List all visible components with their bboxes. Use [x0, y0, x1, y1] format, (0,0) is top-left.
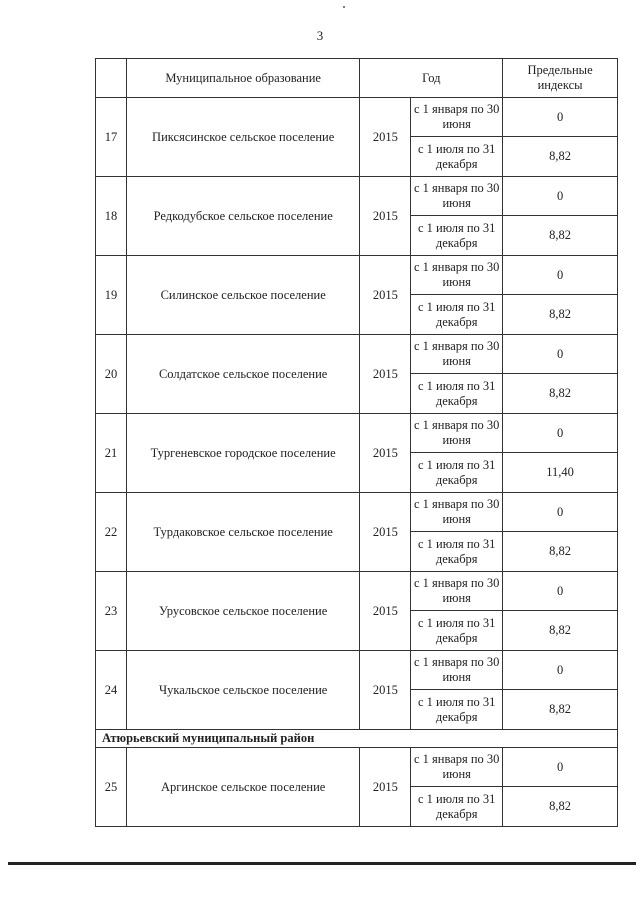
- period-cell: с 1 января по 30 июня: [411, 256, 503, 295]
- index-value: 0: [503, 98, 618, 137]
- period-cell: с 1 января по 30 июня: [411, 98, 503, 137]
- row-number: 21: [96, 414, 127, 493]
- table-row: [96, 493, 618, 532]
- row-number: 24: [96, 651, 127, 730]
- header-limit-index: Предельные индексы: [503, 59, 618, 98]
- municipality-name: Тургеневское городское поселение: [126, 414, 359, 493]
- index-value: 0: [503, 414, 618, 453]
- municipality-name: Силинское сельское поселение: [126, 256, 359, 335]
- index-value: 8,82: [503, 787, 618, 827]
- period-cell: с 1 июля по 31 декабря: [411, 453, 503, 493]
- table-header-row: [96, 59, 618, 98]
- row-number: 19: [96, 256, 127, 335]
- table-row: [96, 335, 618, 374]
- period-cell: с 1 июля по 31 декабря: [411, 216, 503, 256]
- year-cell: 2015: [360, 748, 411, 827]
- municipality-name: Урусовское сельское поселение: [126, 572, 359, 651]
- row-number: 17: [96, 98, 127, 177]
- table-row: [96, 651, 618, 690]
- municipality-name: Пиксясинское сельское поселение: [126, 98, 359, 177]
- index-value: 8,82: [503, 295, 618, 335]
- municipality-name: Аргинское сельское поселение: [126, 748, 359, 827]
- header-municipality: Муниципальное образование: [126, 59, 359, 98]
- period-cell: с 1 июля по 31 декабря: [411, 532, 503, 572]
- row-number: 22: [96, 493, 127, 572]
- table-row: [96, 98, 618, 137]
- header-year: Год: [360, 59, 503, 98]
- table-row: [96, 414, 618, 453]
- period-cell: с 1 июля по 31 декабря: [411, 690, 503, 730]
- period-cell: с 1 июля по 31 декабря: [411, 787, 503, 827]
- index-value: 8,82: [503, 374, 618, 414]
- footer-divider: [8, 862, 636, 865]
- index-value: 0: [503, 335, 618, 374]
- index-value: 0: [503, 493, 618, 532]
- period-cell: с 1 июля по 31 декабря: [411, 295, 503, 335]
- header-num: [96, 59, 127, 98]
- period-cell: с 1 июля по 31 декабря: [411, 374, 503, 414]
- district-row: [96, 730, 618, 748]
- period-cell: с 1 января по 30 июня: [411, 572, 503, 611]
- district-title: Атюрьевский муниципальный район: [96, 730, 618, 748]
- row-number: 18: [96, 177, 127, 256]
- index-value: 8,82: [503, 137, 618, 177]
- period-cell: с 1 июля по 31 декабря: [411, 137, 503, 177]
- year-cell: 2015: [360, 493, 411, 572]
- scan-speck: [343, 6, 345, 8]
- row-number: 25: [96, 748, 127, 827]
- year-cell: 2015: [360, 98, 411, 177]
- row-number: 20: [96, 335, 127, 414]
- municipality-name: Чукальское сельское поселение: [126, 651, 359, 730]
- period-cell: с 1 января по 30 июня: [411, 748, 503, 787]
- tariff-index-table: [95, 58, 618, 827]
- municipality-name: Солдатское сельское поселение: [126, 335, 359, 414]
- index-value: 11,40: [503, 453, 618, 493]
- period-cell: с 1 января по 30 июня: [411, 493, 503, 532]
- year-cell: 2015: [360, 414, 411, 493]
- table-row: [96, 748, 618, 787]
- row-number: 23: [96, 572, 127, 651]
- index-value: 8,82: [503, 216, 618, 256]
- period-cell: с 1 января по 30 июня: [411, 177, 503, 216]
- year-cell: 2015: [360, 335, 411, 414]
- page-number: 3: [316, 28, 324, 43]
- municipality-name: Редкодубское сельское поселение: [126, 177, 359, 256]
- period-cell: с 1 июля по 31 декабря: [411, 611, 503, 651]
- municipality-name: Турдаковское сельское поселение: [126, 493, 359, 572]
- index-value: 0: [503, 748, 618, 787]
- period-cell: с 1 января по 30 июня: [411, 335, 503, 374]
- table-row: [96, 177, 618, 216]
- table-row: [96, 256, 618, 295]
- index-value: 0: [503, 651, 618, 690]
- index-value: 8,82: [503, 611, 618, 651]
- index-value: 0: [503, 177, 618, 216]
- table-row: [96, 572, 618, 611]
- index-value: 0: [503, 572, 618, 611]
- index-value: 0: [503, 256, 618, 295]
- year-cell: 2015: [360, 572, 411, 651]
- period-cell: с 1 января по 30 июня: [411, 651, 503, 690]
- period-cell: с 1 января по 30 июня: [411, 414, 503, 453]
- table-body: [96, 98, 618, 827]
- year-cell: 2015: [360, 177, 411, 256]
- year-cell: 2015: [360, 651, 411, 730]
- year-cell: 2015: [360, 256, 411, 335]
- index-value: 8,82: [503, 690, 618, 730]
- index-value: 8,82: [503, 532, 618, 572]
